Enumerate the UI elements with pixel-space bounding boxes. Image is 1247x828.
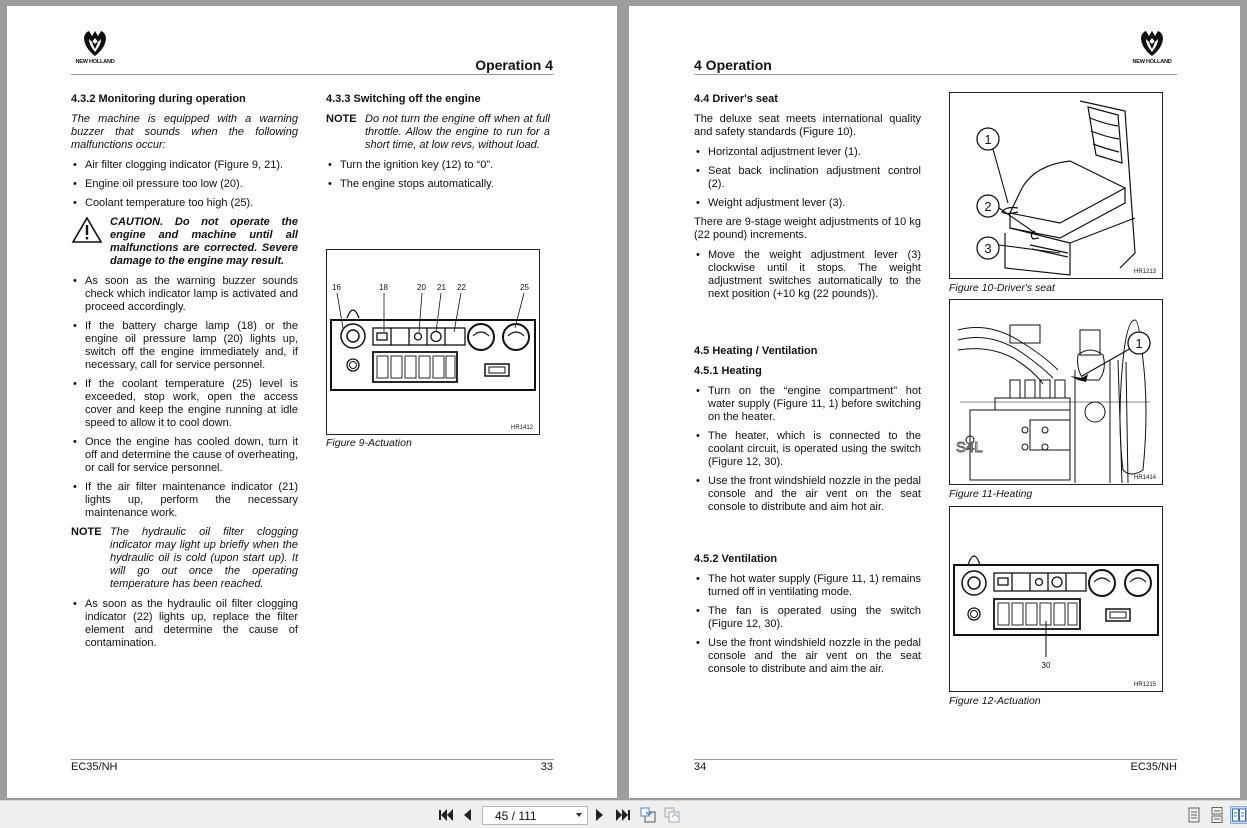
- svg-text:2: 2: [984, 199, 992, 214]
- page-header-title: Operation 4: [475, 57, 553, 73]
- continuous-pages-icon: [1211, 807, 1223, 823]
- svg-text:30: 30: [1041, 661, 1051, 670]
- drivers-seat-illustration: [950, 93, 1161, 277]
- triangle-right-icon: [596, 809, 604, 821]
- figure-caption: Figure 10-Driver's seat: [949, 282, 1055, 294]
- svg-text:20: 20: [417, 283, 426, 292]
- list-item: • Engine oil pressure too low (20).: [71, 178, 298, 191]
- skip-first-icon: [439, 809, 453, 821]
- figure-caption: Figure 11-Heating: [949, 488, 1033, 500]
- weight-paragraph: There are 9-stage weight adjustments of 10 kg (22 pound) increments.: [694, 216, 921, 241]
- page-header-title: 4 Operation: [694, 57, 772, 73]
- svg-text:22: 22: [457, 283, 466, 292]
- page-forward-icon: [664, 807, 680, 823]
- dashboard-panel-illustration: [327, 250, 538, 433]
- list-item: • If the air filter maintenance indicator (21) lights up, perform the necessary maintenance work.: [71, 481, 298, 520]
- view-continuous-button[interactable]: [1209, 806, 1225, 824]
- list-item: • Once the engine has cooled down, turn it off and determine the cause of overheating, or call for service personnel.: [71, 436, 298, 475]
- list-item: • The heater, which is connected to the coolant circuit, is operated using the switch (Figure 12, 30).: [694, 430, 921, 469]
- page-34: [629, 6, 1240, 798]
- new-holland-leaf-icon: [82, 30, 108, 58]
- figure-12-actuation: [949, 506, 1163, 692]
- steps-list: [326, 159, 550, 191]
- figure-code: HR1414: [1133, 475, 1156, 481]
- navigation-toolbar: [0, 800, 1247, 828]
- header-rule: [694, 74, 1177, 75]
- seat-controls-list: [694, 146, 921, 210]
- page-33: [7, 6, 617, 798]
- first-page-button[interactable]: [437, 806, 455, 824]
- list-item: • Seat back inclination adjustment control (2).: [694, 165, 921, 191]
- svg-text:21: 21: [437, 283, 446, 292]
- single-page-icon: [1188, 807, 1200, 823]
- intro-paragraph: The machine is equipped with a warning buzzer that sounds when the following malfunctions occur:: [71, 113, 298, 151]
- figure-code: HR1412: [510, 425, 533, 431]
- list-item: • Air filter clogging indicator (Figure 9, 21).: [71, 159, 298, 172]
- monitoring-section: [71, 93, 298, 656]
- go-forward-view-button[interactable]: [663, 806, 681, 824]
- new-holland-leaf-icon: [1139, 30, 1165, 58]
- intro-paragraph: The deluxe seat meets international quality and safety standards (Figure 10).: [694, 113, 921, 138]
- list-item: • The engine stops automatically.: [326, 178, 550, 191]
- footer-rule: [694, 759, 1177, 760]
- skip-last-icon: [616, 809, 630, 821]
- ventilation-list: [694, 573, 921, 676]
- new-holland-logo: NEW HOLLAND: [1128, 30, 1176, 65]
- figure-11-heating: [949, 299, 1163, 485]
- section-heading: 4.5 Heating / Ventilation: [694, 345, 818, 357]
- go-back-view-button[interactable]: [639, 806, 657, 824]
- footer-doc-code: EC35/NH: [1130, 761, 1177, 773]
- triangle-left-icon: [463, 809, 471, 821]
- previous-page-button[interactable]: [460, 806, 474, 824]
- action-list: [71, 275, 298, 520]
- section-heading: 4.3.3 Switching off the engine: [326, 93, 481, 105]
- last-page-button[interactable]: [614, 806, 632, 824]
- page-back-icon: [640, 807, 656, 823]
- heating-section: [694, 345, 921, 520]
- list-item: • Use the front windshield nozzle in the pedal console and the air vent on the seat console to distribute and aim the air.: [694, 637, 921, 676]
- list-item: • Use the front windshield nozzle in the pedal console and the air vent on the seat console to distribute and aim hot air.: [694, 475, 921, 514]
- engine-heating-valve-illustration: [950, 300, 1161, 483]
- next-page-button[interactable]: [594, 806, 606, 824]
- page-number-select[interactable]: [482, 806, 588, 825]
- warning-triangle-icon: [71, 216, 110, 268]
- list-item: • Turn the ignition key (12) to “0”.: [326, 159, 550, 172]
- list-item: • As soon as the warning buzzer sounds check which indicator lamp is activated and proceed accordingly.: [71, 275, 298, 314]
- figure-code: HR1215: [1133, 682, 1156, 688]
- weight-list: [694, 249, 921, 301]
- two-page-icon: [1232, 808, 1246, 822]
- note-text: The hydraulic oil filter clogging indicator may light up briefly when the hydraulic oil is cold (upon start up). It will go out once the operating temperature has been reached.: [110, 526, 298, 590]
- ventilation-section: [694, 553, 921, 682]
- chevron-down-icon: [576, 813, 582, 817]
- note-block: [326, 113, 550, 152]
- figure-caption: Figure 12-Actuation: [949, 695, 1041, 707]
- subsection-heading: 4.5.1 Heating: [694, 365, 762, 377]
- page-indicator: 45 / 111: [495, 808, 537, 823]
- view-two-page-button[interactable]: [1230, 806, 1247, 824]
- section-heading: 4.5.2 Ventilation: [694, 553, 778, 565]
- list-item: • Move the weight adjustment lever (3) clockwise until it stops. The weight adjustment switches automatically to the next position (+10 kg (22 pounds)).: [694, 249, 921, 301]
- dashboard-panel-illustration: [950, 507, 1161, 690]
- section-heading: 4.4 Driver's seat: [694, 93, 778, 105]
- note-label: NOTE: [71, 526, 102, 538]
- section-heading: 4.3.2 Monitoring during operation: [71, 93, 246, 105]
- svg-text:18: 18: [379, 283, 388, 292]
- note-text: Do not turn the engine off when at full throttle. Allow the engine to run for a short time, at low revs, without load.: [365, 113, 550, 151]
- caution-block: [71, 216, 298, 268]
- note-block: [71, 526, 298, 591]
- list-item: • Coolant temperature too high (25).: [71, 197, 298, 210]
- list-item: • If the battery charge lamp (18) or the engine oil pressure lamp (20) lights up, switch off the engine immediately and, if necessary, call for service personnel.: [71, 320, 298, 372]
- header-rule: [71, 74, 554, 75]
- figure-code: HR1213: [1133, 269, 1156, 275]
- svg-text:1: 1: [1135, 336, 1143, 351]
- svg-text:16: 16: [332, 283, 341, 292]
- figure-10-drivers-seat: [949, 92, 1163, 279]
- final-list: [71, 598, 298, 650]
- svg-text:3: 3: [984, 241, 992, 256]
- switching-off-section: [326, 93, 550, 197]
- page-number: 34: [694, 761, 707, 773]
- list-item: • Horizontal adjustment lever (1).: [694, 146, 921, 159]
- note-label: NOTE: [326, 113, 357, 125]
- heating-list: [694, 385, 921, 514]
- drivers-seat-section: [694, 93, 921, 307]
- list-item: • If the coolant temperature (25) level is exceeded, stop work, open the access cover and keep the engine running at idle speed to allow it to cool down.: [71, 378, 298, 430]
- figure-caption: Figure 9-Actuation: [326, 437, 412, 449]
- svg-text:25: 25: [520, 283, 529, 292]
- svg-text:S4L: S4L: [956, 439, 983, 456]
- svg-text:1: 1: [984, 132, 992, 147]
- list-item: • The hot water supply (Figure 11, 1) remains turned off in ventilating mode.: [694, 573, 921, 599]
- caution-text: CAUTION. Do not operate the engine and machine until all malfunctions are corrected. Severe damage to the engine may result.: [110, 216, 298, 267]
- page-number: 33: [540, 761, 553, 773]
- footer-rule: [71, 759, 554, 760]
- view-single-page-button[interactable]: [1186, 806, 1202, 824]
- list-item: • Turn on the “engine compartment” hot water supply (Figure 11, 1) before switching on the heater.: [694, 385, 921, 424]
- list-item: • The fan is operated using the switch (Figure 12, 30).: [694, 605, 921, 631]
- list-item: • Weight adjustment lever (3).: [694, 197, 921, 210]
- malfunction-list: [71, 159, 298, 210]
- footer-doc-code: EC35/NH: [71, 761, 118, 773]
- list-item: • As soon as the hydraulic oil filter clogging indicator (22) lights up, replace the filter element and determine the cause of contamination.: [71, 598, 298, 650]
- figure-9-actuation: [326, 249, 540, 435]
- new-holland-logo: NEW HOLLAND: [71, 30, 119, 65]
